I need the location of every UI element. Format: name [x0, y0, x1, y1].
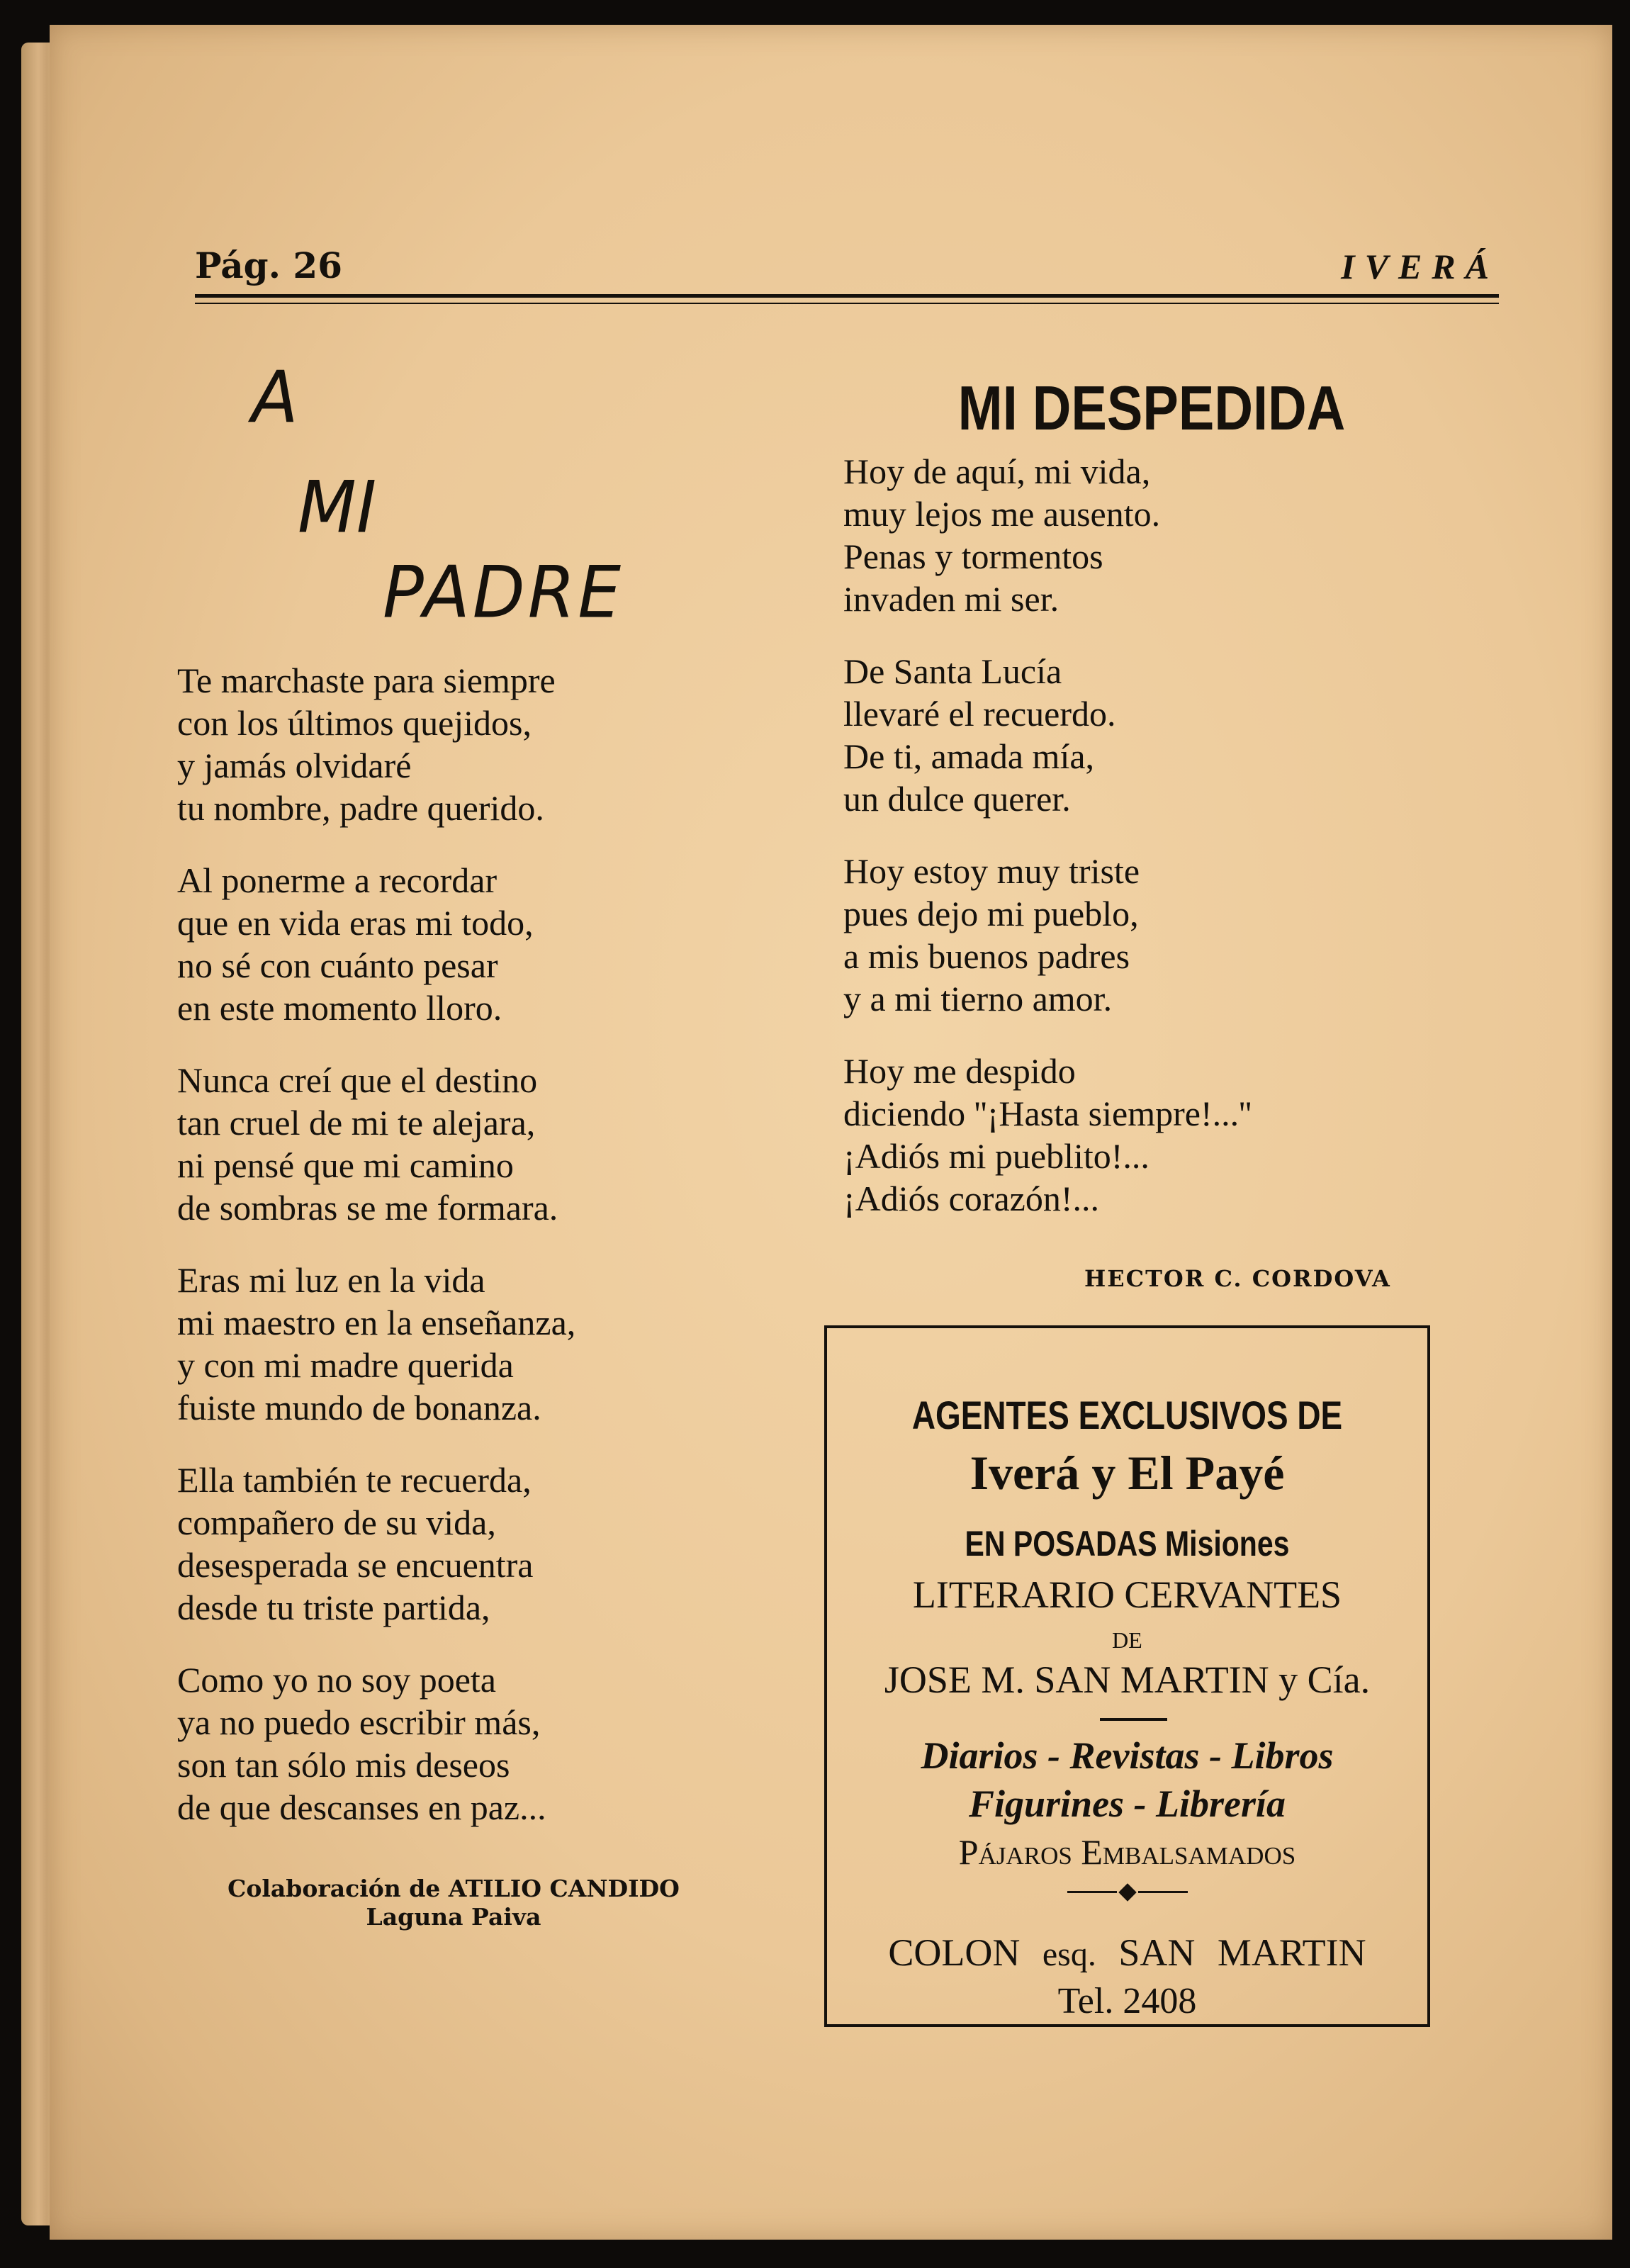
ad-address-cross: SAN MARTIN	[1118, 1931, 1366, 1974]
verse-line: son tan sólo mis deseos	[177, 1745, 510, 1785]
credit-author: Colaboración de ATILIO CANDIDO	[227, 1875, 680, 1902]
verse-line: invaden mi ser.	[843, 579, 1060, 619]
magazine-name: IVERÁ	[1341, 247, 1499, 286]
page-number: Pág. 26	[195, 245, 343, 286]
verse-line: un dulce querer.	[843, 779, 1071, 819]
stanza	[177, 859, 758, 1029]
stanza	[177, 1658, 758, 1829]
verse-line: desde tu triste partida,	[177, 1588, 490, 1627]
ad-owner: JOSE M. SAN MARTIN y Cía.	[884, 1658, 1371, 1701]
verse-line: De Santa Lucía	[843, 651, 1062, 691]
verse-line: Ella también te recuerda,	[177, 1460, 532, 1500]
verse-line: tan cruel de mi te alejara,	[177, 1103, 536, 1143]
verse-line: ya no puedo escribir más,	[177, 1702, 541, 1742]
right-poem-author: HECTOR C. CORDOVA	[1084, 1265, 1391, 1292]
verse-line: ¡Adiós corazón!...	[843, 1179, 1099, 1218]
ad-de: DE	[1112, 1627, 1142, 1653]
verse-line: Nunca creí que el destino	[177, 1060, 538, 1100]
ad-phone: Tel. 2408	[1057, 1981, 1197, 2021]
advertisement-box	[824, 1325, 1430, 2027]
header-rule-thin	[195, 303, 1499, 304]
magazine-page	[50, 25, 1612, 2240]
verse-line: mi maestro en la enseñanza,	[177, 1303, 576, 1342]
verse-line: muy lejos me ausento.	[843, 494, 1161, 534]
ad-address	[827, 1931, 1427, 1975]
verse-line: y a mi tierno amor.	[843, 979, 1113, 1018]
verse-line: Al ponerme a recordar	[177, 860, 498, 900]
verse-line: ni pensé que mi camino	[177, 1145, 514, 1185]
verse-line: llevaré el recuerdo.	[843, 694, 1116, 734]
left-poem-title-line1: A	[252, 356, 298, 439]
stanza	[843, 850, 1467, 1020]
verse-line: con los últimos quejidos,	[177, 703, 532, 743]
verse-line: pues dejo mi pueblo,	[843, 894, 1139, 933]
stanza	[843, 450, 1467, 620]
verse-line: compañero de su vida,	[177, 1503, 496, 1542]
page-header	[195, 223, 1499, 308]
stanza	[177, 1059, 758, 1229]
verse-line: de sombras se me formara.	[177, 1188, 558, 1228]
header-rule	[195, 294, 1499, 298]
ad-products-line1: Diarios - Revistas - Libros	[921, 1734, 1334, 1777]
verse-line: y con mi madre querida	[177, 1345, 514, 1385]
stanza	[177, 1459, 758, 1629]
ad-products-line2: Figurines - Librería	[968, 1783, 1286, 1825]
credit-place: Laguna Paiva	[366, 1903, 541, 1931]
verse-line: y jamás olvidaré	[177, 746, 412, 785]
ad-address-esq: esq.	[1042, 1936, 1096, 1973]
ad-birds: Pájaros Embalsamados	[958, 1832, 1296, 1872]
left-poem-title-line3: PADRE	[383, 551, 624, 634]
ad-location: EN POSADAS Misiones	[965, 1524, 1290, 1564]
verse-line: desesperada se encuentra	[177, 1545, 534, 1585]
verse-line: Como yo no soy poeta	[177, 1660, 496, 1700]
stanza	[843, 650, 1467, 820]
verse-line: diciendo ''¡Hasta siempre!...''	[843, 1094, 1252, 1133]
left-poem-body	[177, 659, 758, 1858]
verse-line: Penas y tormentos	[843, 537, 1103, 576]
right-poem-body	[843, 450, 1467, 1250]
diamond-ornament-icon	[827, 1885, 1427, 1899]
stanza	[177, 659, 758, 829]
verse-line: fuiste mundo de bonanza.	[177, 1388, 541, 1427]
verse-line: a mis buenos padres	[843, 936, 1130, 976]
verse-line: que en vida eras mi todo,	[177, 903, 534, 943]
verse-line: no sé con cuánto pesar	[177, 945, 498, 985]
verse-line: Hoy me despido	[843, 1051, 1076, 1091]
verse-line: Te marchaste para siempre	[177, 661, 556, 700]
stanza	[843, 1050, 1467, 1220]
ad-store-name: LITERARIO CERVANTES	[912, 1573, 1342, 1616]
verse-line: Hoy estoy muy triste	[843, 851, 1140, 891]
verse-line: Eras mi luz en la vida	[177, 1260, 485, 1300]
ad-heading: AGENTES EXCLUSIVOS DE	[911, 1393, 1343, 1437]
stanza	[177, 1259, 758, 1429]
right-poem-title: MI DESPEDIDA	[957, 373, 1346, 443]
left-poem-title-line2: MI	[298, 466, 377, 549]
ad-brands: Iverá y El Payé	[969, 1446, 1285, 1500]
verse-line: Hoy de aquí, mi vida,	[843, 451, 1151, 491]
verse-line: De ti, amada mía,	[843, 736, 1095, 776]
left-poem-credit	[181, 1875, 726, 1931]
verse-line: de que descanses en paz...	[177, 1787, 546, 1827]
verse-line: en este momento lloro.	[177, 988, 502, 1028]
ad-divider	[1100, 1718, 1167, 1721]
verse-line: tu nombre, padre querido.	[177, 788, 544, 828]
verse-line: ¡Adiós mi pueblito!...	[843, 1136, 1150, 1176]
ad-address-street: COLON	[888, 1931, 1021, 1974]
